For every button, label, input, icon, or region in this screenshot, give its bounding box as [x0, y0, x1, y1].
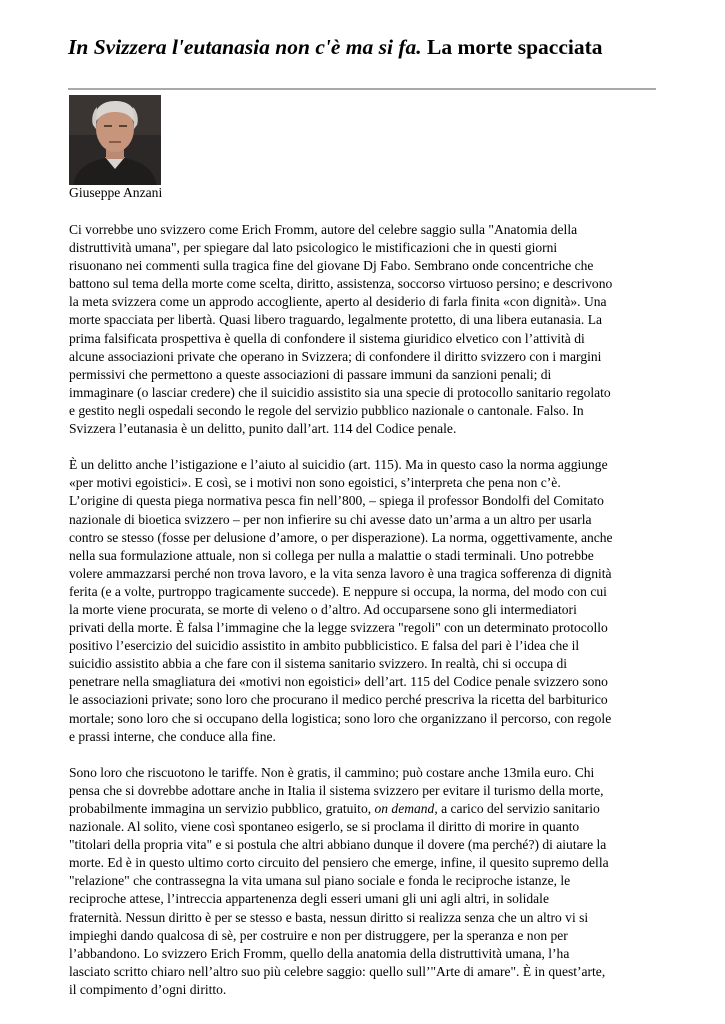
paragraph-line: Sono loro che riscuotono le tariffe. Non è gratis, il cammino; può costare anche 13mila euro. Chi [69, 764, 595, 780]
paragraph-line: È un delitto anche l’istigazione e l’aiuto al suicidio (art. 115). Ma in questo caso la norma aggiunge [69, 457, 608, 473]
paragraph-line: reciproche attese, l’intreccia appartenenza degli esseri umani gli uni agli altri, in solidale [69, 891, 549, 907]
paragraph-line: Svizzera l’eutanasia è un delitto, punito dall’art. 114 del Codice penale. [69, 421, 457, 437]
paragraph-line: fraternità. Nessun diritto è per se stesso e basta, nessun diritto si realizza senza che un altro vi si [69, 909, 589, 925]
paragraph-line: nazionale di bioetica svizzero – per non infierire su chi avesse dato un’arma a un altro per usarla [69, 511, 592, 527]
paragraph-line: volere ammazzarsi perché non trova lavoro, e la vita senza lavoro è una tragica sofferenza di dignità [69, 565, 612, 581]
paragraph-line: privati della morte. È falsa l’immagine che la legge svizzera "regoli" con un determinato protocollo [69, 620, 608, 636]
paragraph-line: morte. Ed è in questo ultimo corto circuito del pensiero che emerge, infine, il quesito supremo della [69, 855, 609, 871]
author-photo [69, 95, 161, 185]
paragraph-line: nazionale. Al solito, viene così spontaneo esigerlo, se si proclama il diritto di morire in quanto [69, 819, 580, 835]
paragraph-line: suicidio assistito abbia a che fare con il sistema sanitario svizzero. In realtà, chi si occupa di [69, 656, 568, 672]
title-italic-part: In Svizzera l'eutanasia non c'è ma si fa. [68, 35, 422, 59]
paragraph-line: L’origine di questa piega normativa pesca fin nell’800, – spiega il professor Bondolfi del Comitato [69, 493, 604, 509]
paragraph-line: il compimento d’ogni diritto. [69, 981, 227, 997]
article-paragraph [69, 221, 669, 438]
paragraph-line: alcune associazioni private che operano in Svizzera; di confondere il diritto svizzero con i margini [69, 348, 602, 364]
title-divider [68, 88, 656, 90]
title-rest-part: La morte spacciata [426, 35, 603, 59]
paragraph-line: le associazioni private; sono loro che procurano il medico perché prescriva la ricetta del barbiturico [69, 692, 608, 708]
paragraph-line: nella sua formulazione attuale, non si collega per nulla a malattie o stadi terminali. Uno potrebbe [69, 547, 594, 563]
paragraph-line: permissivi che permettono a queste associazioni di passare immuni da sanzioni penali; di [69, 366, 552, 382]
paragraph-line: distruttività umana", per spiegare dal lato psicologico le mistificazioni che in questi giorni [69, 240, 558, 256]
paragraph-line: penetrare nella smagliatura dei «motivi non egoistici» dell’art. 115 del Codice penale svizzero sono [69, 674, 608, 690]
article-title [68, 33, 603, 61]
paragraph-line: lasciato scritto chiaro nell’altro suo più celebre saggio: quello sull’"Arte di amare". È in quest’arte, [69, 963, 606, 979]
paragraph-line: risuonano nei commenti sulla tragica fine del giovane Dj Fabo. Sembrano onde concentriche che [69, 258, 594, 274]
paragraph-line: Ci vorrebbe uno svizzero come Erich Fromm, autore del celebre saggio sulla "Anatomia della [69, 222, 578, 237]
paragraph-line: e gestito negli ospedali secondo le regole del servizio pubblico nazionale o cantonale. Falso. In [69, 402, 584, 418]
paragraph-line: battono sul tema della morte come scelta, diritto, assistenza, soccorso virtuoso persino; e descrivono [69, 276, 613, 292]
paragraph-line: "relazione" che contrassegna la vita umana sul piano sociale e fonda le reciproche istanze, le [69, 873, 571, 889]
paragraph-line: probabilmente immagina un servizio pubblico, gratuito, on demand, a carico del servizio sanitario [69, 801, 600, 816]
paragraph-line: ferita (e a volte, purtroppo tragicamente succede). E neppure si occupa, la norma, del modo con cui [69, 583, 607, 599]
paragraph-line: "titolari della propria vita" e si postula che altri abbiano dunque il dovere (ma perché?) di aiutare la [69, 837, 607, 853]
paragraph-line: «per motivi egoistici». E così, se i motivi non sono egoistici, s’interpreta che pena non c’è. [69, 475, 561, 491]
paragraph-line: impieghi dando qualcosa di sè, per costruire e non per distruggere, per la speranza e non per [69, 927, 568, 943]
paragraph-line: positivo l’esercizio del suicidio assistito in ambito pubblicistico. E falsa del pari è l’idea che il [69, 638, 580, 654]
article-paragraph [69, 456, 669, 746]
paragraph-line: mortale; sono loro che si occupano della logistica; sono loro che organizzano il percorso, con regole [69, 710, 612, 726]
paragraph-line: pensa che si dovrebbe adottare anche in Italia il sistema svizzero per evitare il turismo della morte, [69, 782, 604, 798]
article-paragraph [69, 764, 669, 999]
paragraph-line: e prassi interne, che conduce alla fine. [69, 728, 276, 744]
paragraph-line: morte spacciata per libertà. Quasi libero traguardo, legalmente protetto, di una libera eutanasia. La [69, 312, 602, 328]
paragraph-line: immaginare (o lasciar credere) che il suicidio assistito sia una specie di protocollo sanitario regolato [69, 384, 611, 400]
paragraph-line: l’abbandono. Lo svizzero Erich Fromm, quello della anatomia della distruttività umana, l’ha [69, 945, 570, 961]
paragraph-line: la morte viene procurata, se morte di veleno o d’altro. Ad occuparsene sono gli intermediatori [69, 601, 577, 617]
article-body [69, 221, 669, 1017]
paragraph-line: la meta svizzera come un approdo accogliente, aperto al desiderio di farla finita «con dignità». Una [69, 294, 607, 310]
paragraph-line: prima falsificata prospettiva è quella di confondere il sistema giuridico elvetico con l’attività di [69, 330, 585, 346]
paragraph-line: contro se stesso (fosse per delusione d’amore, o per disperazione). La norma, oggettivamente, anche [69, 529, 613, 545]
author-name: Giuseppe Anzani [69, 185, 163, 200]
